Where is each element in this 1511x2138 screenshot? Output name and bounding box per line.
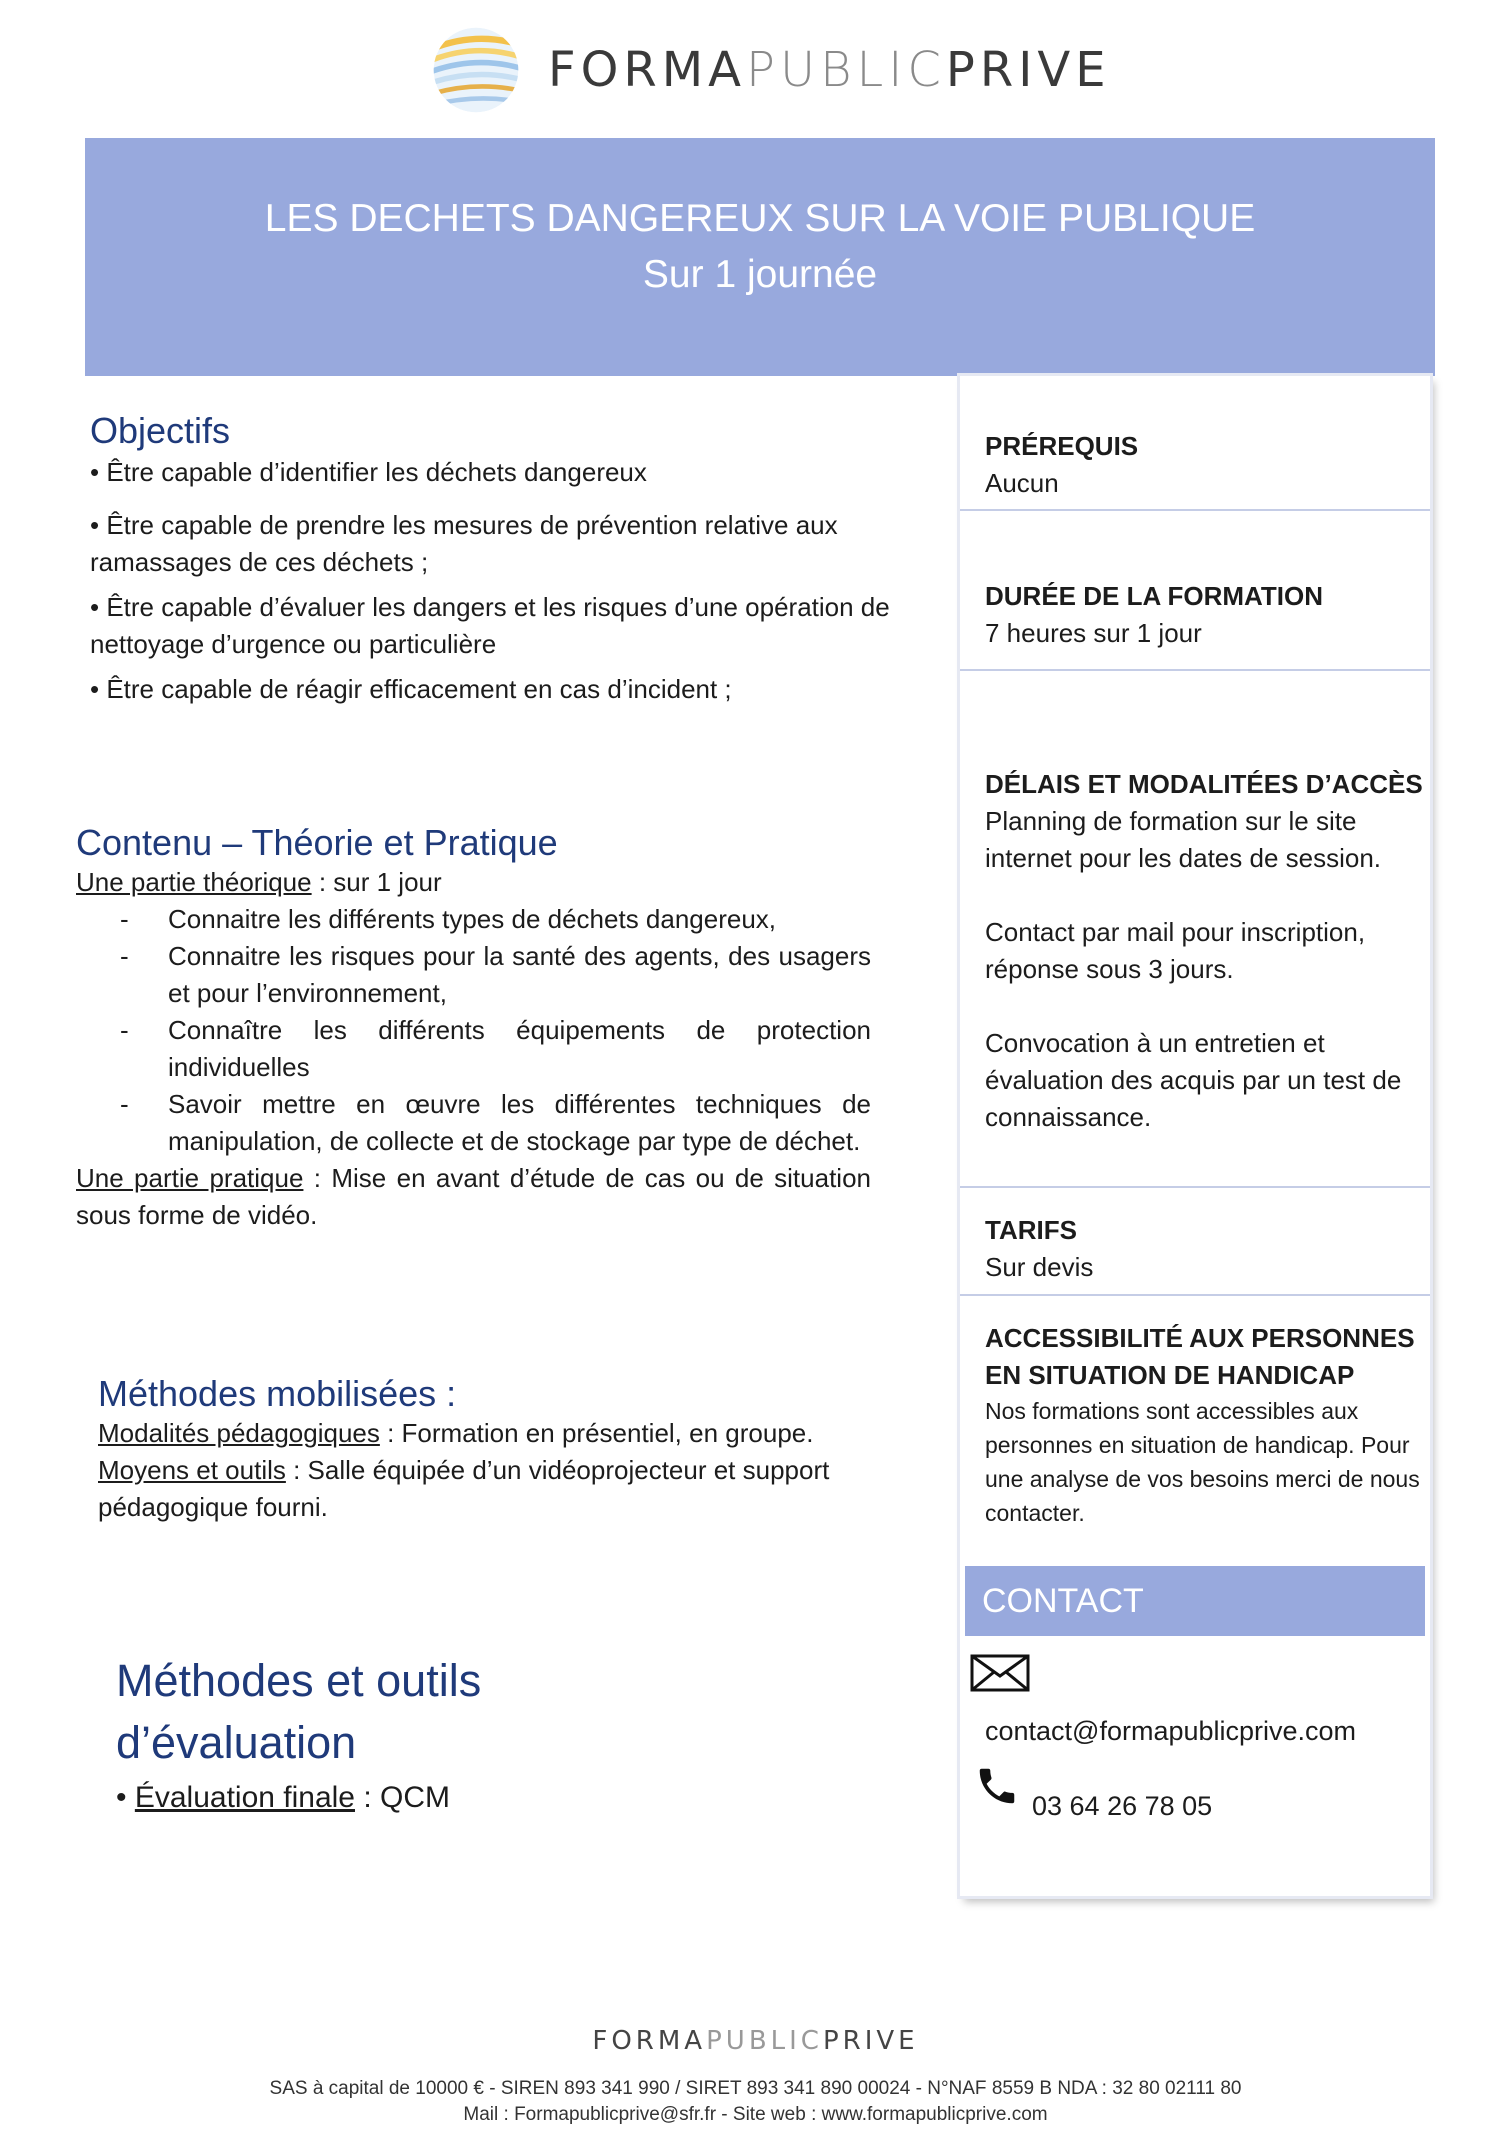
evaluation-heading-line1: Méthodes et outils — [116, 1655, 482, 1706]
envelope-icon — [970, 1654, 1030, 1692]
contact-phone[interactable]: 03 64 26 78 05 — [1032, 1791, 1213, 1821]
footer-contact-line: Mail : Formapublicprive@sfr.fr - Site web : www.formapublicprive.com — [463, 2104, 1048, 2125]
footer-logo: FORMAPUBLICPRIVE — [592, 2026, 919, 2056]
practice-line: Une partie pratique : Mise en avant d’étude de cas ou de situation sous forme de vidéo. — [76, 1163, 872, 1230]
contact-heading: CONTACT — [965, 1566, 1425, 1636]
methods-section — [98, 1373, 898, 1526]
duration-block — [985, 578, 1425, 652]
footer-legal-line: SAS à capital de 10000 € - SIREN 893 341 990 / SIRET 893 341 890 00024 - N°NAF 8559 B NDA : 32 80 02111 80 — [269, 2078, 1242, 2099]
logo-sphere-icon — [430, 24, 522, 116]
methods-heading: Méthodes mobilisées : — [98, 1373, 457, 1414]
access-delay-planning: Planning de formation sur le site internet pour les dates de session. — [985, 806, 1382, 873]
title-banner — [85, 138, 1435, 376]
course-title: LES DECHETS DANGEREUX SUR LA VOIE PUBLIQUE — [264, 197, 1256, 240]
means-and-tools: Moyens et outils : Salle équipée d’un vidéoprojecteur et support pédagogique fourni. — [98, 1455, 830, 1522]
evaluation-heading-line2: d’évaluation — [116, 1717, 357, 1768]
accessibility-text: Nos formations sont accessibles aux personnes en situation de handicap. Pour une analyse de vos besoins merci de nous contacter. — [985, 1398, 1420, 1526]
theory-line: Une partie théorique : sur 1 jour — [76, 867, 442, 897]
prerequisites-value: Aucun — [985, 468, 1059, 498]
theory-label: Une partie théorique — [76, 867, 312, 897]
duration-value: 7 heures sur 1 jour — [985, 618, 1202, 648]
divider — [960, 669, 1430, 671]
access-delay-convocation: Convocation à un entretien et évaluation des acquis par un test de connaissance. — [985, 1028, 1402, 1132]
pricing-label: TARIFS — [985, 1215, 1077, 1245]
access-delay-block — [985, 766, 1425, 1136]
contact-email[interactable]: contact@formapublicprive.com — [985, 1716, 1357, 1746]
header-logo — [430, 20, 1130, 120]
accessibility-label: ACCESSIBILITÉ AUX PERSONNES EN SITUATION DE HANDICAP — [985, 1323, 1415, 1390]
access-delay-label: DÉLAIS ET MODALITÉES D’ACCÈS — [985, 769, 1423, 799]
pedagogical-modalities: Modalités pédagogiques : Formation en présentiel, en groupe. — [98, 1418, 814, 1448]
evaluation-item: • Évaluation finale : QCM — [116, 1781, 450, 1814]
objective-item: • Être capable de prendre les mesures de prévention relative aux ramassages de ces déchets ; — [90, 510, 838, 577]
list-item: - Savoir mettre en œuvre les différentes techniques de manipulation, de collecte et de stockage par type de déchet. — [76, 1086, 871, 1160]
prerequisites-label: PRÉREQUIS — [985, 431, 1139, 461]
content-section — [76, 822, 871, 1234]
divider — [960, 509, 1430, 511]
list-item: - Connaître les différents équipements de protection individuelles — [76, 1012, 871, 1086]
course-duration-subtitle: Sur 1 journée — [642, 253, 878, 296]
list-item: - Connaitre les risques pour la santé des agents, des usagers et pour l’environnement, — [76, 938, 871, 1012]
evaluation-section — [116, 1650, 816, 1818]
objective-item: • Être capable de réagir efficacement en cas d’incident ; — [90, 674, 732, 704]
theory-list — [76, 901, 871, 1160]
list-item: - Connaitre les différents types de déchets dangereux, — [76, 901, 871, 938]
divider — [960, 1186, 1430, 1188]
objective-item: • Être capable d’évaluer les dangers et les risques d’une opération de nettoyage d’urgence ou particulière — [90, 592, 890, 659]
info-panel — [960, 376, 1430, 1896]
phone-icon — [974, 1763, 1020, 1809]
objective-item: • Être capable d’identifier les déchets dangereux — [90, 457, 647, 487]
practice-label: Une partie pratique — [76, 1163, 304, 1193]
logo-wordmark: FORMAPUBLICPRIVE — [548, 42, 1111, 98]
prerequisites-block — [985, 428, 1425, 502]
accessibility-block — [985, 1320, 1425, 1530]
pricing-value: Sur devis — [985, 1252, 1094, 1282]
duration-label: DURÉE DE LA FORMATION — [985, 581, 1323, 611]
access-delay-contact: Contact par mail pour inscription, réponse sous 3 jours. — [985, 917, 1366, 984]
divider — [960, 1294, 1430, 1296]
content-heading: Contenu – Théorie et Pratique — [76, 822, 558, 863]
pricing-block — [985, 1212, 1425, 1286]
objectives-section — [90, 410, 920, 708]
objectives-heading: Objectifs — [90, 410, 231, 451]
